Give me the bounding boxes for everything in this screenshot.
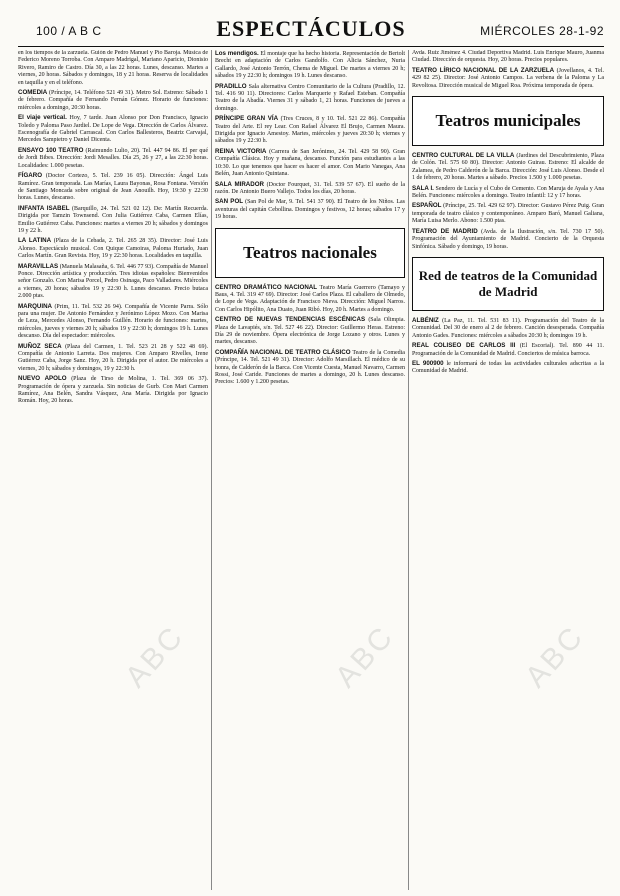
listing-entry: [18, 172, 208, 203]
listing-text: (Plaza de Tirso de Molina, 1. Tel. 369 06 37). Programación de ópera y zarzuela. Sin noticias de Gurb. Con Mari Carmen Ramírez, Ana Belén, Sandra Vásquez, Ana María. Dirigida por Ignacio Román. Hoy, 20 horas.: [18, 376, 208, 405]
listing-venue: REAL COLISEO DE CARLOS III: [412, 342, 516, 350]
listing-venue: MUÑOZ SECA: [18, 342, 62, 350]
watermark: ABC: [519, 619, 591, 694]
listing-entry: [215, 148, 405, 179]
listing-text: (Prim, 11. Tel. 532 26 94). Compañía de Vicente Parra. Sólo para una mujer. De Antonio Fernández y Jerónimo López Mozo. Con Marisa de Leza, Mercedes Alonso, Fernando Guillén. Horario de funciones: martes, miércoles, jueves y viernes 20 h; sábados 19 y 22:30 h; domingos 19 h. Lunes descanso. Día del espectador: miércoles.: [18, 303, 208, 340]
listing-text: le informará de todas las actividades culturales adscritas a la Comunidad de Madrid.: [412, 360, 604, 375]
listing-entry: [412, 152, 604, 183]
listing-text: Teatro de la Comedia (Príncipe, 14. Tel. 521 49 31). Director: Adolfo Marsillach. El médico de su honra, de Calderón de la Barca. Con Vicente Cuesta, Manuel Navarro, Carmen Rossi, José Caride. Funciones de martes a domingo, 20 h. Lunes descanso. Precios: 1.600 y 1.200 pesetas.: [215, 349, 405, 386]
listing-venue: SAN POL: [215, 198, 244, 206]
listing-entry: [18, 237, 208, 260]
listing-entry: [215, 198, 405, 221]
listing-text: Avda. Ruiz Jiménez 4. Ciudad Deportiva Madrid. Luis Enrique Mauro, Juanma Ciudad. Dirección de orquesta. Hoy, 20 horas. Precios populares.: [412, 50, 604, 64]
section-title: ESPECTÁCULOS: [216, 16, 406, 41]
listing-text: en los tiempos de la zarzuela. Guión de Pedro Manuel y Pío Baroja. Música de Federico Moreno Torroba. Con Amparo Madrigal, Mariano Aparicio, Dionisio Rivero, Ramiro de Castro. Día 30, a las 22 horas. Lunes, descanso. Martes a viernes, 20 horas. Sábados y domingos, 18 y 21 horas. Reserva de localidades en taquilla y en el teléfono.: [18, 50, 208, 86]
listing-venue: SALA MIRADOR: [215, 180, 265, 188]
listing-entry: [18, 303, 208, 341]
listing-text: (Jovellanos, 4. Tel. 429 82 25). Director: José Antonio Campos. La verbena de la Paloma y La Revoltosa. Dirección musical de Miguel Roa. Próxima temporada de ópera.: [412, 67, 604, 89]
listing-entry: [412, 50, 604, 65]
listing-text: Hoy, 7 tarde. Juan Alonso por Don Francisco, Ignacio Toledo y Paloma Paso Jardiel. De Lope de Vega. Dirección de Carlos Álvarez. Escenografía de Gabriel Carrascal. Con Carlos Ballesteros, Beatriz Carvajal, Mercedes Sampietro y Daniel Dicenta.: [18, 115, 208, 144]
listing-venue: FÍGARO: [18, 172, 43, 180]
listing-entry: [18, 114, 208, 145]
listing-entry: [18, 205, 208, 236]
listing-text: El montaje que ha hecho historia. Representación de Bertolt Brecht en adaptación de Carlos Gandolfo. Con Alicia Sánchez, Nuria Gallardo, José Antonio Terrón, Chema de Miguel. De martes a viernes 20 h; sábados 19 y 22:30 h; domingos 19 h. Lunes descanso.: [215, 51, 405, 80]
listing-entry: [412, 342, 604, 358]
listing-text: (Plaza del Carmen, 1. Tel. 523 21 28 y 522 48 69). Compañía de Antonio Larreta. Dos mujeres. Con Amparo Rivelles, Irene Gutiérrez Caba, Jorge Sanz. Hoy, 20 h. Dirigida por el autor. De miércoles a viernes, 20 h; sábados y domingos, 19 y 22:30 h.: [18, 343, 208, 372]
listing-venue: ESPAÑOL: [412, 202, 442, 210]
listing-entry: [215, 349, 405, 387]
listing-venue: INFANTA ISABEL: [18, 204, 70, 212]
listing-text: (Barquillo, 24. Tel. 521 02 12). De: Martín Recuerda. Dirigida por Tamzin Townsend. Con Julia Gutiérrez Caba, Carmen Elías, Emilio Gutiérrez Caba. Funciones: martes a viernes 20 h; sábados y domingos 19 y 22 h.: [18, 205, 208, 234]
listing-entry: [18, 343, 208, 374]
listing-venue: TEATRO LÍRICO NACIONAL DE LA ZARZUELA: [412, 66, 555, 74]
listing-text: (Plaza de la Cebada, 2. Tel. 265 28 35). Director: José Luis Alonso. Espectáculo musical. Con Quique Camoiras, Paloma Hurtado, Juan Carlos Martín. Gran Revista. Hoy, 19 y 22:30 horas. Localidades en taquilla.: [18, 238, 208, 260]
listing-entry: [18, 147, 208, 170]
listing-entry: [412, 317, 604, 340]
listing-text: (Príncipe, 25. Tel. 429 62 97). Director: Gustavo Pérez Puig. Gran temporada de teatro clásico y contemporáneo. Amparo Baró, Manuel Galiana, María Luisa Merlo. Abono: 1.500 ptas.: [412, 203, 604, 225]
listing-entry: [412, 67, 604, 90]
listing-text: Teatro María Guerrero (Tamayo y Baus, 4. Tel. 319 47 69). Director: José Carlos Plaza. El caballero de Olmedo, de Lope de Vega. Adaptación de Francisco Nieva. Dirección: Miguel Narros. Con Carlos Hipólito, Ana Duato, Juan Ribó. Hoy, 20 h. Martes a domingo.: [215, 284, 405, 313]
listing-venue: MARAVILLAS: [18, 262, 59, 270]
listing-venue: COMPAÑÍA NACIONAL DE TEATRO CLÁSICO: [215, 348, 351, 356]
column-divider: [211, 50, 212, 890]
listing-entry: [215, 284, 405, 315]
listing-entry: [215, 316, 405, 347]
section-box-heading: Teatros nacionales: [215, 228, 405, 278]
listing-entry: [412, 228, 604, 251]
listing-entry: [18, 375, 208, 406]
listing-venue: COMEDIA: [18, 89, 48, 97]
listing-text: (El Escorial). Tel. 890 44 11. Programación de la Comunidad de Madrid. Conciertos de música barroca.: [412, 343, 604, 357]
listing-venue: REINA VICTORIA: [215, 147, 267, 155]
watermark: ABC: [329, 619, 401, 694]
listing-entry: [18, 50, 208, 87]
listing-venue: CENTRO CULTURAL DE LA VILLA: [412, 152, 515, 160]
listing-text: (Avda. de la Ilustración, s/n. Tel. 730 17 50). Programación del Ayuntamiento de Madrid. Concierto de la Orquesta Sinfónica. Sábado y domingo, 19 horas.: [412, 228, 604, 250]
listing-venue: PRÍNCIPE GRAN VÍA: [215, 115, 279, 123]
listing-venue: NUEVO APOLO: [18, 375, 67, 383]
listing-venue: El viaje vertical.: [18, 114, 67, 122]
listing-entry: [18, 263, 208, 301]
listing-venue: ENSAYO 100 TEATRO: [18, 146, 84, 154]
listing-entry: [215, 181, 405, 197]
listing-venue: ALBÉNIZ: [412, 316, 439, 324]
listing-text: Sendero de Lucía y el Cubo de Cemento. Con Maruja de Ayala y Ana Belén. Funciones: miércoles a domingo. Teatro infantil: 12 y 17 horas.: [412, 185, 604, 200]
listing-entry: [412, 360, 604, 376]
listings-column-left: [18, 50, 208, 890]
listing-venue: PRADILLO: [215, 82, 247, 90]
listing-entry: [215, 115, 405, 146]
section-box-heading: Teatros municipales: [412, 96, 604, 146]
listing-text: (Príncipe, 14. Teléfono 521 49 31). Metro Sol. Estreno: Sábado 1 de febrero. Compañía de Fernando Fernán Gómez. Horario de funciones: miércoles a domingo, 20:30 horas.: [18, 90, 208, 111]
listing-text: (Raimundo Lulio, 20). Tel. 447 94 86. El per qué de Jordi Bibes. Dirección: Jordi Mesalles. Día 25, 26 y 27, a las 22:30 horas. Localidades: 1.000 pesetas.: [18, 147, 208, 169]
listing-text: (Sala Olimpia. Plaza de Lavapiés, s/n. Tel. 527 46 22). Director: Guillermo Heras. Estreno: Día 29 de noviembre. Ópera electrónica de Jorge Lozano y otros. Lunes y martes, descanso.: [215, 317, 405, 346]
listing-text: (La Paz, 11. Tel. 531 83 11). Programación del Teatro de la Comunidad. Del 30 de enero al 2 de febrero. Canción desesperada. Compañía Antonio Gades. Funciones: miércoles a sábados 20:30 h; domingos 19 h.: [412, 317, 604, 339]
listing-venue: CENTRO DE NUEVAS TENDENCIAS ESCÉNICAS: [215, 316, 366, 324]
listing-text: (Carrera de San Jerónimo, 24. Tel. 429 58 90). Gran Compañía Clásica. Hoy y mañana, descanso. Función para estudiantes a las 10:30. Lo que tenemos que hacer es hacer el amor. Con Mario Vanegas, Ana Belén, Juan Antonio Quintana.: [215, 148, 405, 178]
listing-venue: TEATRO DE MADRID: [412, 227, 478, 235]
listing-text: (San Pol de Mar, 9. Tel. 541 37 90). El Teatro de los Niños. Las aventuras del capitán Cebollina. Domingos y festivos, 12 horas; sábados 17 y 19 horas.: [215, 199, 405, 221]
listing-entry: [215, 83, 405, 114]
page-number: 100 / A B C: [36, 24, 102, 38]
section-box-heading: Red de teatros de la Comunidad de Madrid: [412, 257, 604, 311]
listing-venue: CENTRO DRAMÁTICO NACIONAL: [215, 283, 318, 291]
listing-text: (Tres Cruces, 8 y 10. Tel. 521 22 86). Compañía Teatro del Arte. El rey Lear. Con Rafael Álvarez El Brujo, Carmen Maura. Dirigida por Ignacio Amestoy. Martes, miércoles y jueves 20:30 h; viernes y sábados 19 y 22:30 h.: [215, 116, 405, 145]
listing-text: (Manuela Malasaña, 6. Tel. 446 77 93). Compañía de Manuel Ponce. Dirección artística y producción. Tres idiotas españoles: Bienvenidos señor Gonzalo. Con Marisa Porcel, Pedro Osinaga, Paco Valladares. Miércoles a viernes, 20 horas; sábados 19 y 22:30 h. Lunes descanso. Precio butaca 2.000 ptas.: [18, 263, 208, 300]
listings-column-right: [412, 50, 604, 890]
watermark: ABC: [119, 619, 191, 694]
date-line: MIÉRCOLES 28-1-92: [480, 24, 604, 38]
listing-text: (Doctor Cortezo, 5. Tel. 239 16 05). Dirección: Ángel Luis Ramírez. Gran temporada. Las Marías, Laura Bayonas, Rosa Fontana. Versión de Santiago Moncada sobre original de Jean Anouilh. Hoy, 19:30 y 22:30 horas. Lunes, descanso.: [18, 173, 208, 202]
page-header: [18, 14, 604, 47]
listing-text: (Doctor Fourquet, 31. Tel. 539 57 67). El sueño de la razón. De Antonio Buero Vallejo. Todos los días, 20 horas.: [215, 181, 405, 195]
listing-entry: [412, 185, 604, 201]
listing-venue: MARQUINA: [18, 302, 53, 310]
column-divider: [408, 50, 409, 890]
listing-entry: [215, 50, 405, 81]
listings-column-middle: [215, 50, 405, 890]
listing-text: Sala alternativa Centro Comunitario de la Cultura (Pradillo, 12. Tel. 416 90 11). Directores: Carlos Marquerie y Rafael Esteban. Compañía Teatro de la Abadía. Viernes 31 y sábado 1, 21 horas. Funciones de jueves a domingo.: [215, 83, 405, 112]
listing-entry: [18, 89, 208, 112]
listing-text: (Jardines del Descubrimiento, Plaza de Colón. Tel. 575 60 80). Director: Antonio Guirau. Estreno: El alcalde de Zalamea, de Pedro Calderón de la Barca. Dirección: José Luis Alonso. Desde el 1 de febrero, 20 horas. Martes a sábado. Precios 1.500 y 1.000 pesetas.: [412, 153, 604, 182]
listing-venue: EL 900900: [412, 359, 444, 367]
listing-entry: [412, 202, 604, 225]
listing-venue: LA LATINA: [18, 237, 52, 245]
listing-venue: Los mendigos.: [215, 50, 259, 57]
listing-venue: SALA I.: [412, 184, 434, 192]
